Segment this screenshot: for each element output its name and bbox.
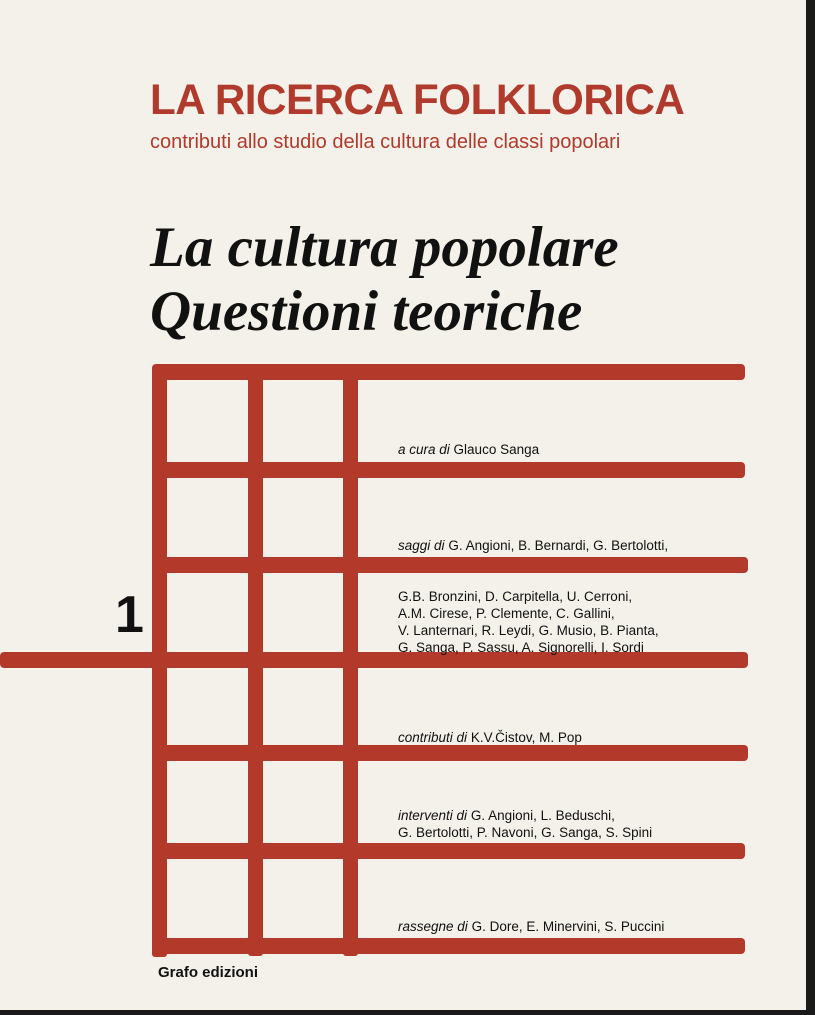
interventions-credit-line-1: G. Angioni, L. Beduschi, [470, 808, 615, 823]
contributions-credit [398, 729, 582, 746]
editor-credit [398, 441, 539, 458]
reviews-credit-names: G. Dore, E. Minervini, S. Puccini [471, 919, 665, 934]
grid-horizontal-bar [152, 557, 748, 573]
essays-credit-line-3: A.M. Cirese, P. Clemente, C. Gallini, [398, 606, 615, 621]
interventions-credit-prefix: interventi di [398, 808, 468, 823]
grid-horizontal-bar [152, 745, 748, 761]
interventions-credit-line-2: G. Bertolotti, P. Navoni, G. Sanga, S. Spini [398, 825, 653, 840]
contributions-credit-names: K.V.Čistov, M. Pop [470, 730, 582, 745]
book-title-line-2: Questioni teoriche [150, 280, 583, 343]
book-title-line-1: La cultura popolare [150, 216, 619, 279]
scan-border-right [806, 0, 815, 1015]
scan-border-bottom [0, 1010, 815, 1015]
grid-horizontal-bar [152, 938, 745, 954]
essays-credit-line-1: G. Angioni, B. Bernardi, G. Bertolotti, [448, 538, 669, 553]
essays-credit-line-2: G.B. Bronzini, D. Carpitella, U. Cerroni, [398, 589, 633, 604]
essays-credit-line-5: G. Sanga, P. Sassu, A. Signorelli, I. Sordi [398, 640, 644, 655]
series-subtitle: contributi allo studio della cultura delle classi popolari [150, 131, 621, 153]
series-title: LA RICERCA FOLKLORICA [150, 76, 685, 124]
grid-horizontal-bar [152, 843, 745, 859]
interventions-credit [398, 807, 652, 841]
volume-number: 1 [115, 586, 144, 644]
editor-credit-prefix: a cura di [398, 442, 450, 457]
grid-horizontal-bar [152, 364, 745, 380]
reviews-credit-prefix: rassegne di [398, 919, 468, 934]
editor-credit-names: Glauco Sanga [453, 442, 540, 457]
essays-credit-prefix: saggi di [398, 538, 445, 553]
contributions-credit-prefix: contributi di [398, 730, 468, 745]
essays-credit-line-4: V. Lanternari, R. Leydi, G. Musio, B. Pianta, [398, 623, 659, 638]
essays-credit [398, 537, 668, 554]
essays-credit-continued [398, 588, 659, 656]
reviews-credit [398, 918, 664, 935]
publisher-name: Grafo edizioni [158, 964, 259, 981]
grid-horizontal-bar [152, 462, 745, 478]
